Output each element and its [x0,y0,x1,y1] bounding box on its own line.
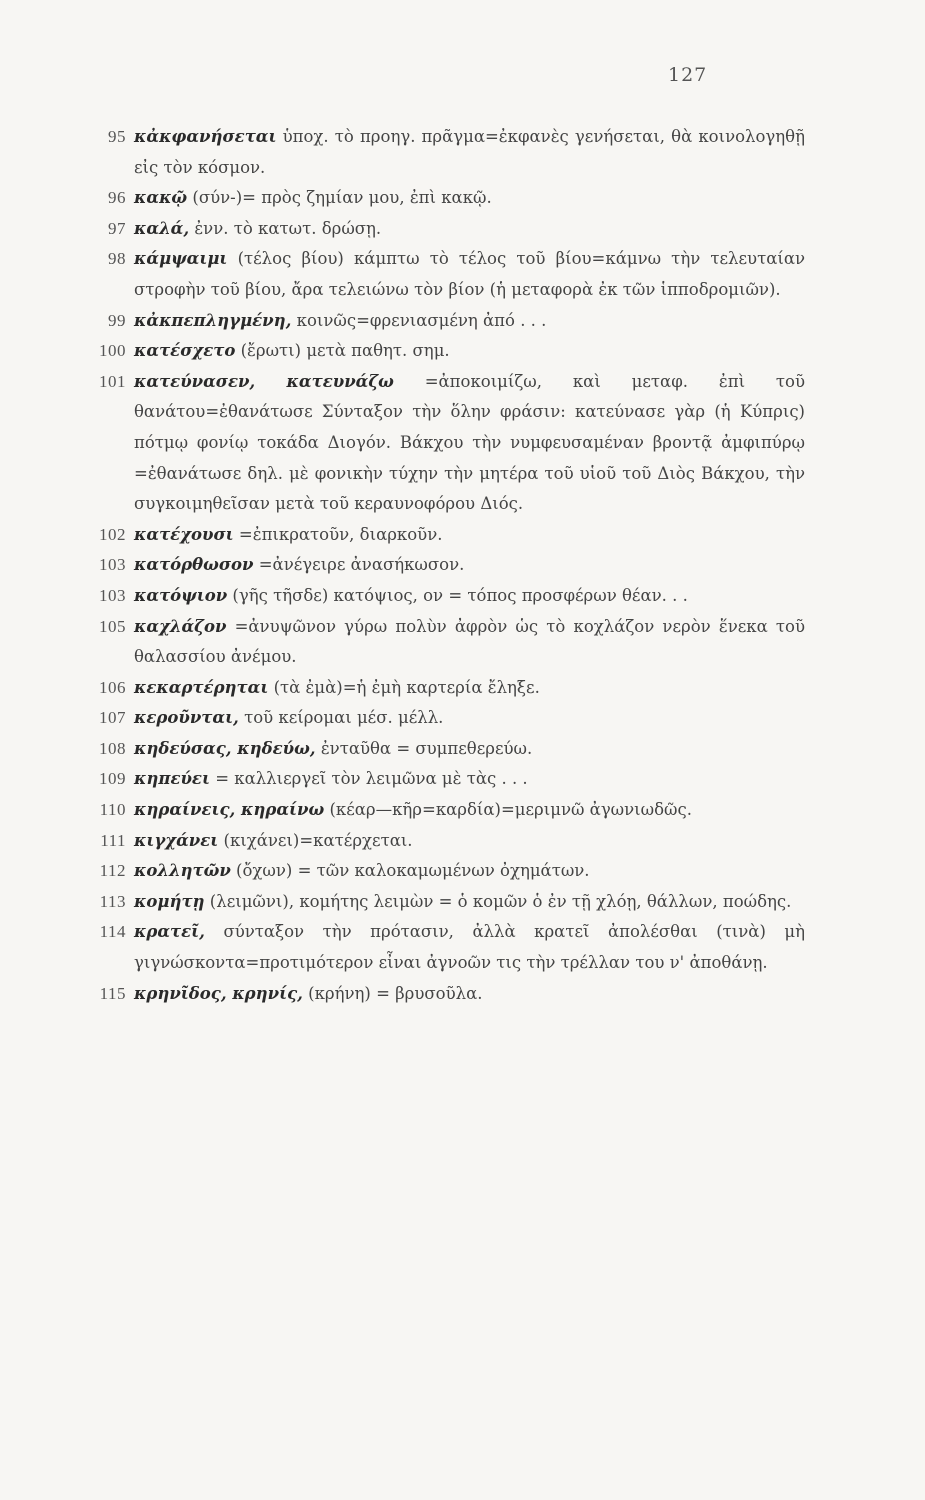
entry-number: 103 [99,555,126,575]
page-number: 127 [668,64,708,86]
list-item [70,122,805,183]
list-item [70,979,805,1010]
entry-text: =ἀνέγειρε ἀνασήκωσον. [258,555,465,575]
entry-body [134,764,805,795]
entry-body [134,183,805,214]
entry-text: (σύν-)= πρὸς ζημίαν μου, ἐπὶ κακῷ. [192,188,492,208]
entry-number: 110 [99,800,126,820]
entry-body [134,734,805,765]
entry-lemma: κἀκπεπληγμένη, [134,310,292,330]
entry-body [134,979,805,1010]
entry-number: 105 [99,616,126,636]
list-item [70,826,805,857]
entry-lemma: κακῷ [134,188,188,208]
list-item [70,856,805,887]
entry-number: 109 [99,769,126,789]
entry-text: (τέλος βίου) κάμπτω τὸ τέλος τοῦ βίου=κάμνω τὴν τελευταίαν στροφὴν τοῦ βίου, ἄρα τελειώνω τὸν βίον (ἡ μεταφορὰ ἐκ τῶν ἱπποδρομιῶν). [134,249,805,299]
entry-text: (κρήνη) = βρυσοῦλα. [308,983,483,1003]
entry-body [134,367,805,520]
entry-lemma: κρατεῖ, [134,922,205,942]
list-item [70,244,805,305]
entry-text: (ἔρωτι) μετὰ παθητ. σημ. [240,341,450,361]
entry-number: 102 [99,524,126,544]
entry-body [134,673,805,704]
entry-text: σύνταξον τὴν πρότασιν, ἀλλὰ κρατεῖ ἀπολέσθαι (τινὰ) μὴ γιγνώσκοντα=προτιμότερον εἶναι ἀγνοῶν τις τὴν τρέλλαν του ν' ἀποθάνῃ. [134,922,806,973]
entry-lemma: κατόρθωσον [134,555,254,575]
entry-body [134,122,805,183]
entry-text: ἐνν. τὸ κατωτ. δρώσῃ. [194,218,382,238]
list-item [70,306,805,337]
entry-lemma: κατέσχετο [134,341,236,361]
list-item [70,795,805,826]
entry-text: (ὄχων) = τῶν καλοκαμωμένων ὀχημάτων. [236,861,590,881]
entry-text: ὑποχ. τὸ προηγ. πρᾶγμα=ἐκφανὲς γενήσεται, θὰ κοινολογηθῇ εἰς τὸν κόσμον. [134,127,805,177]
list-item [70,917,805,978]
entry-text: κοινῶς=φρενιασμένη ἀπό . . . [296,310,547,330]
entry-lemma: κηδεύσας, κηδεύω, [134,738,316,758]
entry-body [134,520,805,551]
entry-number: 106 [99,677,126,697]
entry-lemma: κατόψιον [134,585,228,605]
entry-text: =ἀποκοιμίζω, καὶ μεταφ. ἐπὶ τοῦ θανάτου=ἐθανάτωσε Σύνταξον τὴν ὅλην φράσιν: κατεύνασε γὰρ (ἡ Κύπρις) πότμῳ φονίῳ τοκάδα Διογόν. Βάκχου τὴν νυμφευσαμέναν βροντᾷ ἀμφιπύρῳ =ἐθανάτωσε δηλ. μὲ φονικὴν τύχην τὴν μητέρα τοῦ υἱοῦ τοῦ Διὸς Βάκχου, τὴν συγκοιμηθεῖσαν μετὰ τοῦ κεραυνοφόρου Διός. [134,371,805,514]
entry-number: 97 [108,218,126,238]
list-item [70,887,805,918]
entry-number: 107 [99,708,126,728]
entry-lemma: κάμψαιμι [134,249,228,269]
entry-lemma: κἀκφανήσεται [134,127,277,146]
entry-body [134,306,805,337]
entry-lemma: κιγχάνει [134,830,219,850]
entry-body [134,550,805,581]
entry-body [134,795,805,826]
entry-lemma: κομήτῃ [134,891,205,911]
list-item [70,703,805,734]
entry-lemma: κεροῦνται, [134,708,239,728]
entry-lemma: κεκαρτέρηται [134,677,269,697]
entry-number: 111 [100,830,126,850]
entry-lemma: καχλάζον [134,616,227,636]
entry-number: 114 [99,922,126,942]
entry-lemma: κατέχουσι [134,524,234,544]
entry-number: 115 [99,983,126,1003]
entry-body [134,703,805,734]
entry-body [134,887,805,918]
entry-lemma: κατεύνασεν, κατευνάζω [134,371,394,391]
entry-lemma: κρηνῖδος, κρηνίς, [134,983,303,1003]
entry-number: 112 [99,861,126,881]
entry-body [134,826,805,857]
entry-number: 98 [108,249,126,269]
list-item [70,183,805,214]
entry-lemma: κηπεύει [134,769,210,789]
entry-body [134,214,805,245]
list-item [70,734,805,765]
list-item [70,214,805,245]
entry-lemma: κολλητῶν [134,861,231,881]
entry-number: 101 [99,371,126,391]
entry-number: 103 [99,585,126,605]
entry-text: (κιχάνει)=κατέρχεται. [223,830,413,850]
list-item [70,367,805,520]
list-item [70,550,805,581]
entry-body [134,581,805,612]
list-item [70,520,805,551]
entry-text: (λειμῶνι), κομήτης λειμὼν = ὁ κομῶν ὁ ἐν τῇ χλόῃ, θάλλων, ποώδης. [209,891,792,911]
entry-body [134,917,805,978]
glossary-entries [70,122,805,1009]
entry-number: 96 [108,188,126,208]
entry-text: =ἐπικρατοῦν, διαρκοῦν. [238,524,443,544]
list-item [70,673,805,704]
entry-body [134,336,805,367]
entry-text: (τὰ ἐμὰ)=ἡ ἐμὴ καρτερία ἔληξε. [273,677,540,697]
list-item [70,764,805,795]
entry-text: = καλλιεργεῖ τὸν λειμῶνα μὲ τὰς . . . [215,769,528,789]
entry-text: =ἀνυψῶνον γύρω πολὺν ἀφρὸν ὡς τὸ κοχλάζον νερὸν ἕνεκα τοῦ θαλασσίου ἀνέμου. [134,616,805,667]
entry-text: (κέαρ—κῆρ=καρδία)=μεριμνῶ ἀγωνιωδῶς. [329,800,692,820]
list-item [70,612,805,673]
entry-lemma: κηραίνεις, κηραίνω [134,800,325,820]
entry-number: 100 [99,341,126,361]
entry-text: ἐνταῦθα = συμπεθερεύω. [320,738,533,758]
entry-body [134,856,805,887]
entry-body [134,612,805,673]
entry-text: (γῆς τῆσδε) κατόψιος, ον = τόπος προσφέρων θέαν. . . [232,585,688,605]
entry-number: 113 [99,891,126,911]
list-item [70,336,805,367]
entry-number: 99 [108,310,126,330]
list-item [70,581,805,612]
entry-body [134,244,805,305]
entry-text: τοῦ κείρομαι μέσ. μέλλ. [244,708,444,728]
entry-number: 108 [99,738,126,758]
entry-lemma: καλά, [134,218,190,238]
entry-number: 95 [108,127,126,146]
